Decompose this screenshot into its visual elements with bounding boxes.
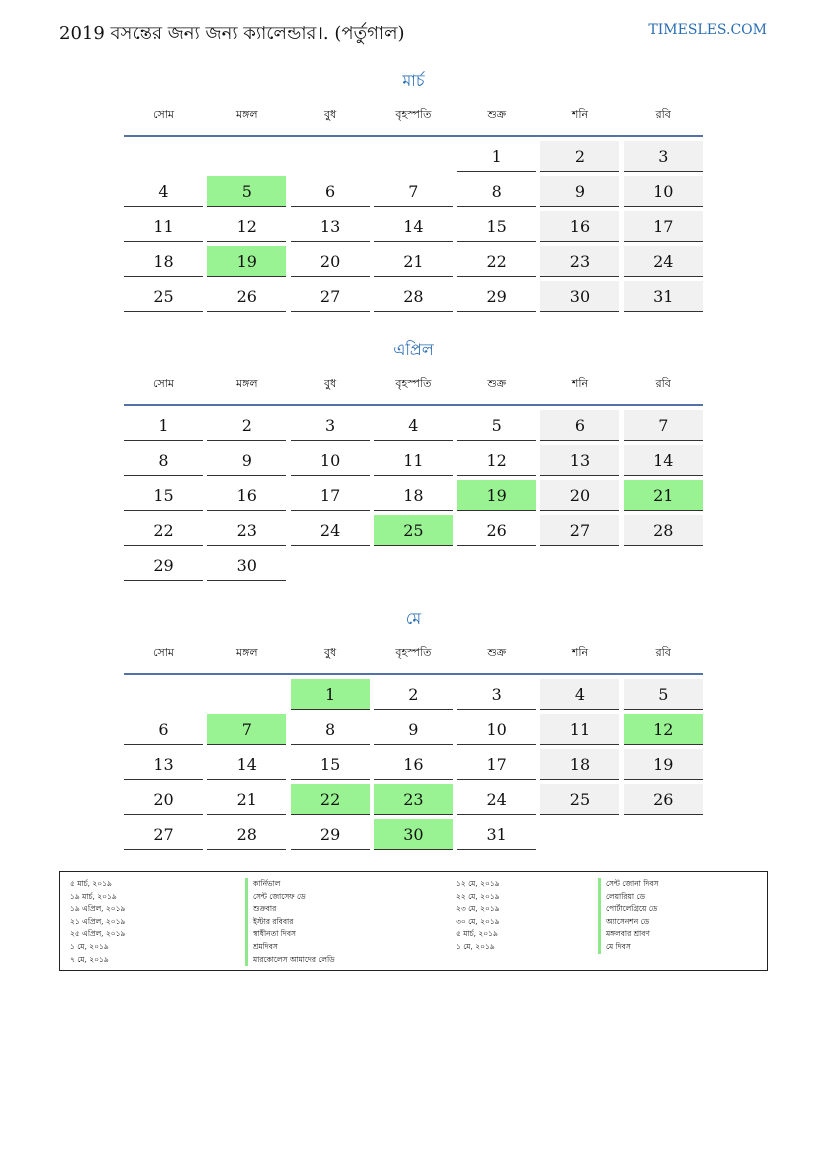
day-cell: 14 [624, 445, 703, 476]
day-cell: 17 [457, 749, 536, 780]
weekday-label: বুধ [323, 646, 337, 659]
weekday-label: মঙ্গল [235, 108, 258, 121]
day-cell: 10 [457, 714, 536, 745]
empty-day-cell [291, 141, 370, 171]
legend-entry: মারকোলেস আমাদের লেডি [245, 954, 335, 967]
day-cell: 31 [457, 819, 536, 850]
weekday-label: মঙ্গল [235, 646, 258, 659]
legend-entry: ১ মে, ২০১৯ [70, 941, 109, 951]
day-cell: 22 [124, 515, 203, 546]
day-cell: 14 [207, 749, 286, 780]
day-cell: 8 [457, 176, 536, 207]
day-cell: 28 [374, 281, 453, 312]
day-cell: 30 [374, 819, 453, 850]
legend-entry: ৫ মার্চ, ২০১৯ [70, 879, 112, 888]
day-grid [124, 141, 703, 312]
day-cell: 12 [457, 445, 536, 476]
page-title: 2019 বসন্তের জন্য জন্য ক্যালেন্ডার।. (পর্তুগাল) [59, 23, 405, 44]
day-cell: 25 [374, 515, 453, 546]
day-cell: 22 [457, 246, 536, 277]
day-cell: 2 [540, 141, 619, 172]
day-cell: 19 [624, 749, 703, 780]
legend-entry: পোর্টালেগ্রিয়ে ডে [598, 903, 658, 916]
legend-entry: ২২ মে, ২০১৯ [456, 891, 500, 901]
legend-entry: ইস্টার রবিবার [245, 916, 335, 929]
empty-day-cell [124, 679, 203, 709]
day-cell: 12 [624, 714, 703, 745]
legend-entry: অ্যাসেনশন ডে [598, 916, 658, 929]
day-cell: 6 [124, 714, 203, 745]
day-cell: 15 [457, 211, 536, 242]
day-cell: 10 [624, 176, 703, 207]
day-cell: 16 [540, 211, 619, 242]
day-cell: 27 [124, 819, 203, 850]
weekday-label: সোম [152, 646, 175, 659]
weekday-label: শনি [571, 646, 589, 659]
day-cell: 3 [624, 141, 703, 172]
day-cell: 27 [291, 281, 370, 312]
day-cell: 24 [457, 784, 536, 815]
empty-day-cell [540, 550, 619, 580]
day-cell: 20 [124, 784, 203, 815]
day-cell: 19 [457, 480, 536, 511]
day-cell: 17 [624, 211, 703, 242]
day-cell: 21 [207, 784, 286, 815]
day-cell: 11 [124, 211, 203, 242]
day-cell: 4 [374, 410, 453, 441]
day-cell: 4 [540, 679, 619, 710]
weekday-label: সোম [152, 377, 175, 390]
day-cell: 19 [207, 246, 286, 277]
day-cell: 30 [207, 550, 286, 581]
day-cell: 4 [124, 176, 203, 207]
day-cell: 15 [124, 480, 203, 511]
legend-dates-col2 [456, 878, 500, 954]
weekday-label: বৃহস্পতি [395, 377, 432, 390]
day-cell: 15 [291, 749, 370, 780]
empty-day-cell [374, 141, 453, 171]
legend-entry: ১ মে, ২০১৯ [456, 941, 495, 951]
day-cell: 18 [124, 246, 203, 277]
weekday-label: শুক্র [487, 646, 507, 659]
weekday-label: শুক্র [487, 108, 507, 121]
legend-entry: ৭ মে, ২০১৯ [70, 954, 109, 964]
weekday-label: রবি [655, 377, 671, 390]
day-cell: 25 [540, 784, 619, 815]
day-cell: 1 [291, 679, 370, 710]
legend-dates-col1 [70, 878, 125, 966]
weekday-label: শনি [571, 108, 589, 121]
legend-entry: স্বাধীনতা দিবস [245, 928, 335, 941]
day-cell: 27 [540, 515, 619, 546]
day-cell: 5 [457, 410, 536, 441]
day-cell: 29 [457, 281, 536, 312]
day-cell: 20 [291, 246, 370, 277]
day-cell: 17 [291, 480, 370, 511]
day-cell: 13 [540, 445, 619, 476]
day-cell: 12 [207, 211, 286, 242]
month-title: মে [405, 609, 422, 628]
legend-entry: ২৫ এপ্রিল, ২০১৯ [70, 929, 126, 939]
empty-day-cell [624, 550, 703, 580]
day-cell: 9 [540, 176, 619, 207]
day-cell: 28 [624, 515, 703, 546]
legend-entry: লেয়ারিয়া ডে [598, 891, 658, 904]
weekday-label: মঙ্গল [235, 377, 258, 390]
legend-entry: ৫ মার্চ, ২০১৯ [456, 929, 498, 939]
day-cell: 11 [374, 445, 453, 476]
day-cell: 8 [124, 445, 203, 476]
day-cell: 5 [207, 176, 286, 207]
weekday-label: বুধ [323, 377, 337, 390]
month-title: এপ্রিল [393, 340, 434, 359]
legend-entry: সেন্ট জোনা দিবস [598, 878, 658, 891]
legend-entry: সেন্ট জোসেফ ডে [245, 891, 335, 904]
day-cell: 26 [207, 281, 286, 312]
day-cell: 24 [291, 515, 370, 546]
day-cell: 26 [624, 784, 703, 815]
weekday-header [124, 375, 703, 406]
weekday-label: বুধ [323, 108, 337, 121]
day-cell: 23 [540, 246, 619, 277]
day-cell: 1 [124, 410, 203, 441]
weekday-label: বৃহস্পতি [395, 108, 432, 121]
legend-entry: ১৯ মার্চ, ২০১৯ [70, 891, 117, 901]
day-cell: 6 [540, 410, 619, 441]
day-cell: 3 [457, 679, 536, 710]
day-cell: 21 [374, 246, 453, 277]
day-cell: 13 [124, 749, 203, 780]
day-cell: 26 [457, 515, 536, 546]
weekday-label: শুক্র [487, 377, 507, 390]
legend-entry: ১৯ এপ্রিল, ২০১৯ [70, 904, 126, 914]
legend-entry: কার্নিভাল [245, 878, 335, 891]
day-cell: 21 [624, 480, 703, 511]
empty-day-cell [374, 550, 453, 580]
day-cell: 23 [207, 515, 286, 546]
month-march [124, 70, 703, 312]
day-cell: 7 [374, 176, 453, 207]
day-cell: 1 [457, 141, 536, 172]
month-title: মার্চ [402, 71, 425, 90]
day-cell: 6 [291, 176, 370, 207]
weekday-label: শনি [571, 377, 589, 390]
day-cell: 25 [124, 281, 203, 312]
day-cell: 18 [374, 480, 453, 511]
legend-names-col2 [598, 878, 658, 954]
day-cell: 31 [624, 281, 703, 312]
day-cell: 23 [374, 784, 453, 815]
empty-day-cell [291, 550, 370, 580]
day-cell: 8 [291, 714, 370, 745]
day-cell: 29 [291, 819, 370, 850]
day-cell: 28 [207, 819, 286, 850]
day-cell: 2 [374, 679, 453, 710]
day-cell: 20 [540, 480, 619, 511]
legend-entry: ২৩ মে, ২০১৯ [456, 904, 500, 914]
day-cell: 9 [207, 445, 286, 476]
day-cell: 5 [624, 679, 703, 710]
day-cell: 22 [291, 784, 370, 815]
site-link[interactable]: TIMESLES.COM [648, 22, 767, 38]
day-cell: 11 [540, 714, 619, 745]
day-cell: 16 [374, 749, 453, 780]
legend-entry: শুক্রবার [245, 903, 335, 916]
empty-day-cell [540, 819, 619, 849]
day-cell: 29 [124, 550, 203, 581]
month-may [124, 608, 703, 850]
weekday-header [124, 644, 703, 675]
weekday-label: রবি [655, 646, 671, 659]
weekday-label: রবি [655, 108, 671, 121]
day-cell: 13 [291, 211, 370, 242]
weekday-label: বৃহস্পতি [395, 646, 432, 659]
weekday-label: সোম [152, 108, 175, 121]
day-grid [124, 410, 703, 581]
empty-day-cell [624, 819, 703, 849]
day-cell: 16 [207, 480, 286, 511]
day-cell: 14 [374, 211, 453, 242]
day-grid [124, 679, 703, 850]
empty-day-cell [207, 679, 286, 709]
empty-day-cell [207, 141, 286, 171]
legend-entry: ২১ এপ্রিল, ২০১৯ [70, 916, 126, 926]
legend-entry: মে দিবস [598, 941, 658, 954]
legend-names-col1 [245, 878, 335, 966]
weekday-header [124, 106, 703, 137]
day-cell: 30 [540, 281, 619, 312]
day-cell: 9 [374, 714, 453, 745]
day-cell: 2 [207, 410, 286, 441]
day-cell: 24 [624, 246, 703, 277]
day-cell: 10 [291, 445, 370, 476]
day-cell: 3 [291, 410, 370, 441]
month-april [124, 339, 703, 581]
empty-day-cell [457, 550, 536, 580]
legend-entry: শ্রমদিবস [245, 941, 335, 954]
day-cell: 7 [624, 410, 703, 441]
legend-entry: মঙ্গলবার শ্রাবণ [598, 928, 658, 941]
legend-entry: ৩০ মে, ২০১৯ [456, 916, 500, 926]
holiday-legend [59, 871, 768, 971]
day-cell: 18 [540, 749, 619, 780]
legend-entry: ১২ মে, ২০১৯ [456, 879, 500, 888]
empty-day-cell [124, 141, 203, 171]
day-cell: 7 [207, 714, 286, 745]
